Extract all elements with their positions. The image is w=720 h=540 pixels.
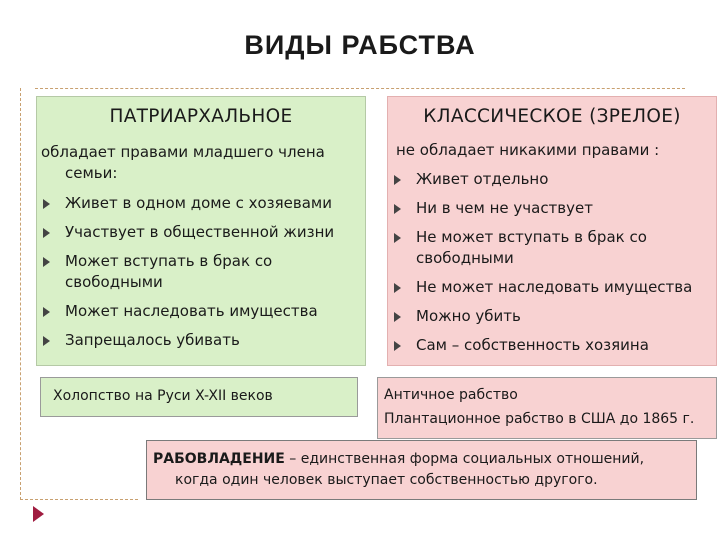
triangle-bullet-icon: [394, 312, 401, 322]
list-item: Не может наследовать имущества: [390, 277, 714, 298]
classical-panel: [387, 96, 717, 366]
classical-list: [390, 169, 714, 364]
triangle-bullet-icon: [394, 175, 401, 185]
patriarchal-rights-line1: обладает правами младшего члена: [41, 143, 325, 161]
triangle-arrow-icon[interactable]: [33, 506, 44, 522]
classical-heading: КЛАССИЧЕСКОЕ (ЗРЕЛОЕ): [423, 106, 681, 127]
list-item: Живет отдельно: [390, 169, 714, 190]
triangle-bullet-icon: [43, 307, 50, 317]
definition-text-line1: – единственная форма социальных отношений,: [284, 451, 645, 467]
list-item: Сам – собственность хозяина: [390, 335, 714, 356]
triangle-bullet-icon: [394, 283, 401, 293]
classical-example-line2: Плантационное рабство в США до 1865 г.: [384, 411, 695, 427]
patriarchal-rights: [41, 142, 325, 184]
triangle-bullet-icon: [394, 204, 401, 214]
list-item: Ни в чем не участвует: [390, 198, 714, 219]
bottom-dashed-divider: [20, 499, 138, 500]
definition-box: [146, 440, 697, 500]
list-item: Запрещалось убивать: [39, 330, 363, 351]
patriarchal-example: Холопство на Руси X-XII веков: [53, 388, 273, 404]
classical-example-line1: Античное рабство: [384, 387, 518, 403]
list-item: Можно убить: [390, 306, 714, 327]
list-item: Участвует в общественной жизни: [39, 222, 363, 243]
patriarchal-rights-line2: семьи:: [65, 164, 118, 182]
top-dashed-divider: [35, 88, 685, 89]
triangle-bullet-icon: [394, 341, 401, 351]
patriarchal-heading: ПАТРИАРХАЛЬНОЕ: [109, 106, 293, 127]
list-item: Может вступать в брак со свободными: [39, 251, 295, 293]
triangle-bullet-icon: [43, 228, 50, 238]
patriarchal-list: [39, 193, 363, 359]
definition-text-line2: когда один человек выступает собственностью другого.: [175, 472, 598, 488]
classical-rights: не обладает никакими правами :: [396, 141, 660, 159]
triangle-bullet-icon: [43, 257, 50, 267]
definition-term: РАБОВЛАДЕНИЕ: [153, 451, 285, 467]
list-item: Не может вступать в брак со свободными: [390, 227, 676, 269]
triangle-bullet-icon: [394, 233, 401, 243]
classical-example-box: [377, 377, 717, 439]
list-item: Может наследовать имущества: [39, 301, 363, 322]
patriarchal-panel: [36, 96, 366, 366]
list-item: Живет в одном доме с хозяевами: [39, 193, 363, 214]
triangle-bullet-icon: [43, 199, 50, 209]
slide-title: ВИДЫ РАБСТВА: [244, 30, 476, 60]
patriarchal-example-box: [40, 377, 358, 417]
triangle-bullet-icon: [43, 336, 50, 346]
left-dashed-divider: [20, 88, 23, 500]
